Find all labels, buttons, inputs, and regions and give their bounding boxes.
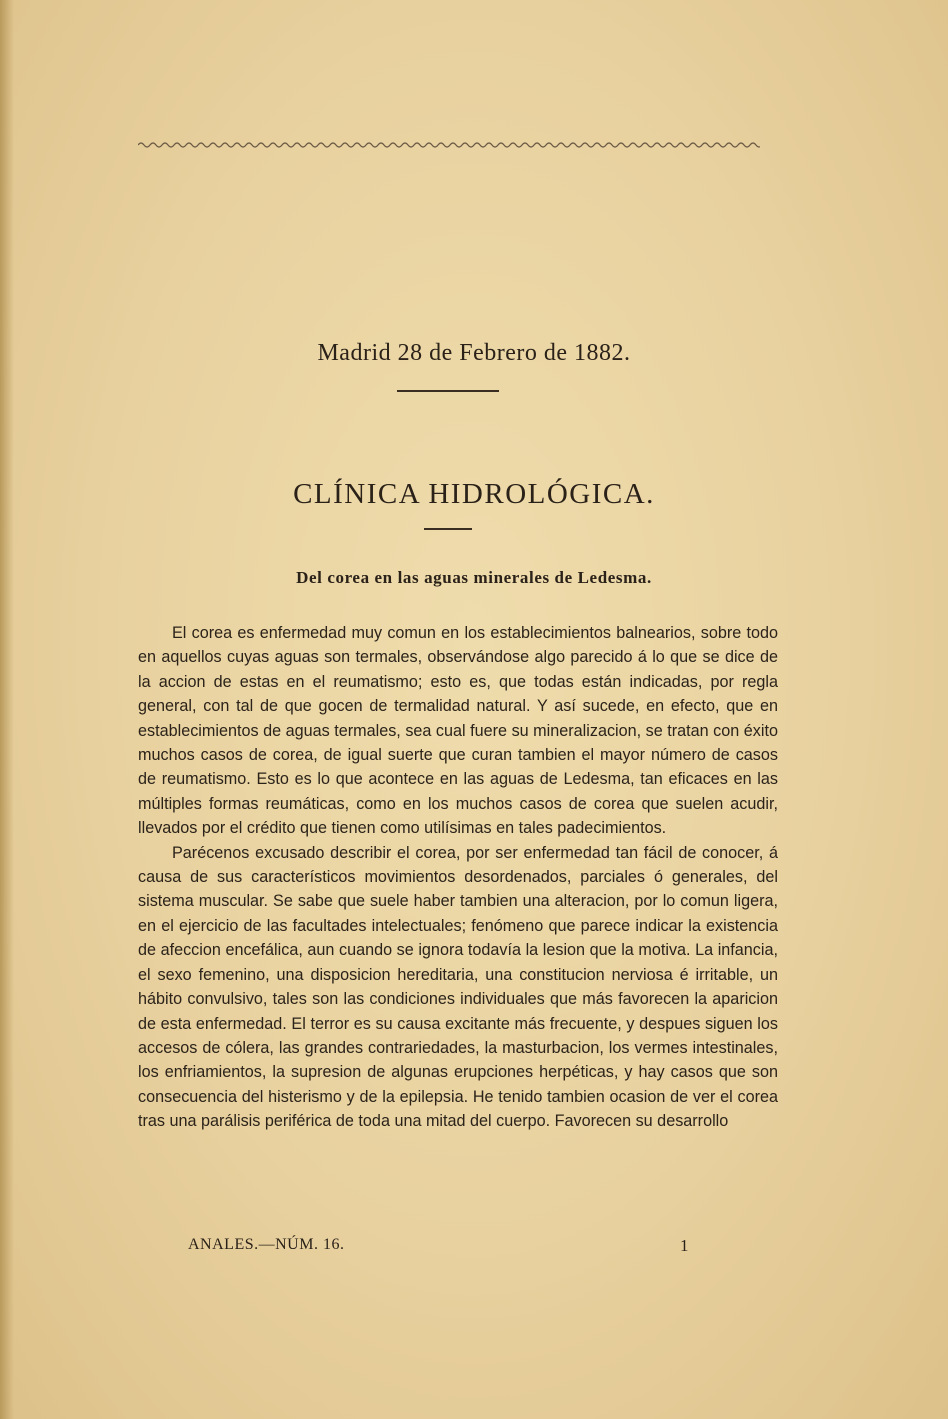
binding-edge <box>0 0 14 1419</box>
dateline: Madrid 28 de Febrero de 1882. <box>317 340 631 366</box>
section-title: CLÍNICA HIDROLÓGICA. <box>293 478 655 510</box>
ornamental-wavy-rule <box>138 138 760 152</box>
article-subtitle: Del corea en las aguas minerales de Ledesma. <box>296 568 652 587</box>
divider-rule-short <box>424 528 472 530</box>
divider-rule <box>397 390 499 392</box>
paragraph: Parécenos excusado describir el corea, por ser enfermedad tan fácil de conocer, á causa de sus característicos movimientos desordenados, parciales ó generales, del sistema muscular. Se sabe que suele haber tambien una alteracion, por lo comun ligera, en el ejercicio de las facultades intelectuales; fenómeno que parece indicar la existencia de afeccion encefálica, aun cuando se ignora todavía la lesion que la motiva. La infancia, el sexo femenino, una disposicion hereditaria, una constitucion nerviosa é irritable, un hábito convulsivo, tales son las condiciones individuales que más favorecen la aparicion de esta enfermedad. El terror es su causa excitante más frecuente, y despues siguen los accesos de cólera, las grandes contrariedades, la masturbacion, los vermes intestinales, los enfriamientos, la supresion de algunas erupciones herpéticas, y hay casos que son consecuencia del histerismo y de la epilepsia. He tenido tambien ocasion de ver el corea tras una parálisis periférica de toda una mitad del cuerpo. Favorecen su desarrollo <box>138 843 778 1131</box>
article-body <box>138 621 778 1134</box>
paragraph: El corea es enfermedad muy comun en los establecimientos balnearios, sobre todo en aquellos cuyas aguas son termales, observándose algo parecido á lo que se dice de la accion de estas en el reumatismo; esto es, que todas están indicadas, por regla general, con tal de que gocen de termalidad natural. Y así sucede, en efecto, que en establecimientos de aguas termales, sea cual fuere su mineralizacion, se tratan con éxito muchos casos de corea, de igual suerte que curan tambien el mayor número de casos de reumatismo. Esto es lo que acontece en las aguas de Ledesma, tan eficaces en las múltiples formas reumáticas, como en los muchos casos de corea que suelen acudir, llevados por el crédito que tienen como utilísimas en tales padecimientos. <box>138 624 778 838</box>
page-number: 1 <box>680 1236 689 1255</box>
journal-footer: ANALES.—NÚM. 16. <box>188 1236 345 1253</box>
